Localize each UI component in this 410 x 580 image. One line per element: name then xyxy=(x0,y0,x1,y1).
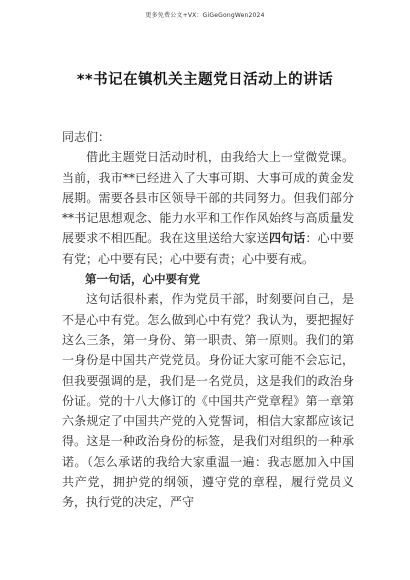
document-body xyxy=(62,127,354,513)
intro-text-before: 借此主题党日活动时机，由我给大上一堂微党课。当前，我市**已经进入了大事可期、大事可成的黄金发展期。需要各县市区领导干部的共同努力。但我们部分**书记思想观念、能力水平和工作作风始终与高质量发展要求不相匹配。我在这里送给大家送 xyxy=(62,150,354,246)
header-note: 更多免费公文+VX：GiGeGongWen2024 xyxy=(145,12,265,19)
intro-bold-phrase: 四句话 xyxy=(268,231,306,246)
intro-text-after: ：心中要有党；心中要有民；心中要有责；心中要有戒。 xyxy=(62,231,354,266)
section-heading: 第一句话，心中要有党 xyxy=(85,272,200,287)
intro-paragraph xyxy=(62,147,354,269)
section-paragraph: 这句话很朴素，作为党员干部，时刻要问自己，是不是心中有党。怎么做到心中有党？我认为，要把握好这么三条，第一身份、第一职责、第一原则。我们的第一身份是中国共产党党员。身份证大家可能不会忘记，但我要强调的是，我们是一名党员，这是我们的政治身份证。党的十八大修订的《中国共产党章程》第一章第六条规定了中国共产党的入党誓词，相信大家都应该记得。这是一种政治身份的标签，是我们对组织的一种承诺。（怎么承诺的我给大家重温一遍：我志愿加入中国共产党，拥护党的纲领，遵守党的章程，履行党员义务，执行党的决定，严守 xyxy=(62,292,354,510)
document-title: **书记在镇机关主题党日活动上的讲话 xyxy=(76,72,334,88)
salutation: 同志们： xyxy=(62,130,111,144)
